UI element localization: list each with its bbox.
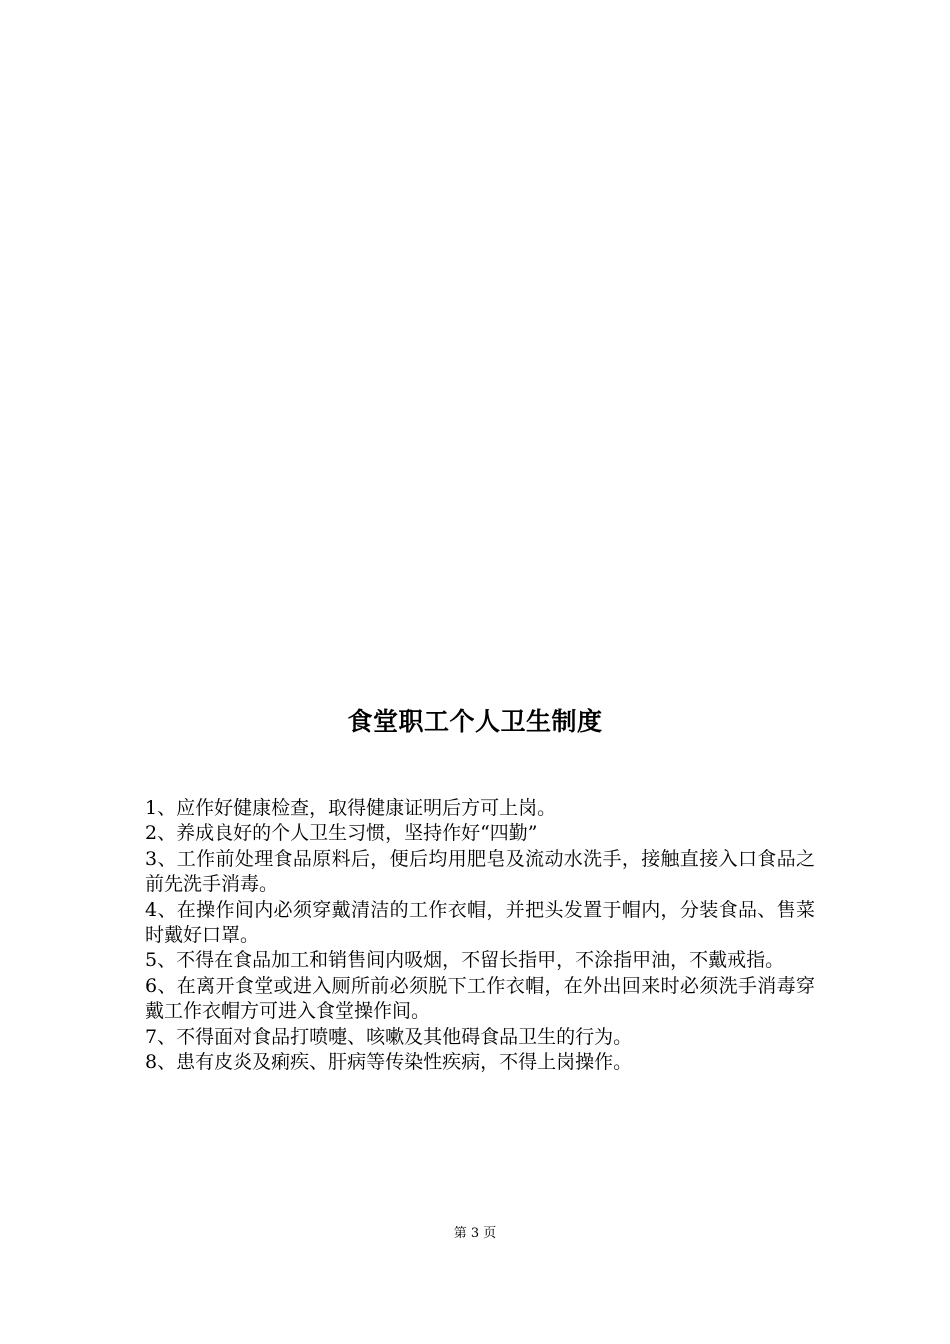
rule-paragraph-5: 5、不得在食品加工和销售间内吸烟，不留长指甲，不涂指甲油，不戴戒指。	[145, 949, 785, 972]
rule-paragraph-7: 7、不得面对食品打喷嚏、咳嗽及其他碍食品卫生的行为。	[145, 1025, 633, 1048]
rule-paragraph-6: 6、在离开食堂或进入厕所前必须脱下工作衣帽，在外出回来时必须洗手消毒穿戴工作衣帽方可进入食堂操作间。	[145, 974, 815, 1023]
page-number-footer: 第 3 页	[453, 1226, 497, 1241]
rule-paragraph-3: 3、工作前处理食品原料后，便后均用肥皂及流动水洗手，接触直接入口食品之前先洗手消毒。	[145, 847, 815, 896]
document-title: 食堂职工个人卫生制度	[347, 707, 603, 736]
rule-paragraph-8: 8、患有皮炎及痢疾、肝病等传染性疾病，不得上岗操作。	[145, 1051, 633, 1074]
rule-paragraph-4: 4、在操作间内必须穿戴清洁的工作衣帽，并把头发置于帽内，分装食品、售菜时戴好口罩。	[145, 898, 815, 947]
rule-paragraph-2: 2、养成良好的个人卫生习惯，坚持作好“四勤”	[145, 822, 538, 845]
document-body	[145, 796, 815, 1075]
rule-paragraph-1: 1、应作好健康检查，取得健康证明后方可上岗。	[145, 797, 557, 819]
